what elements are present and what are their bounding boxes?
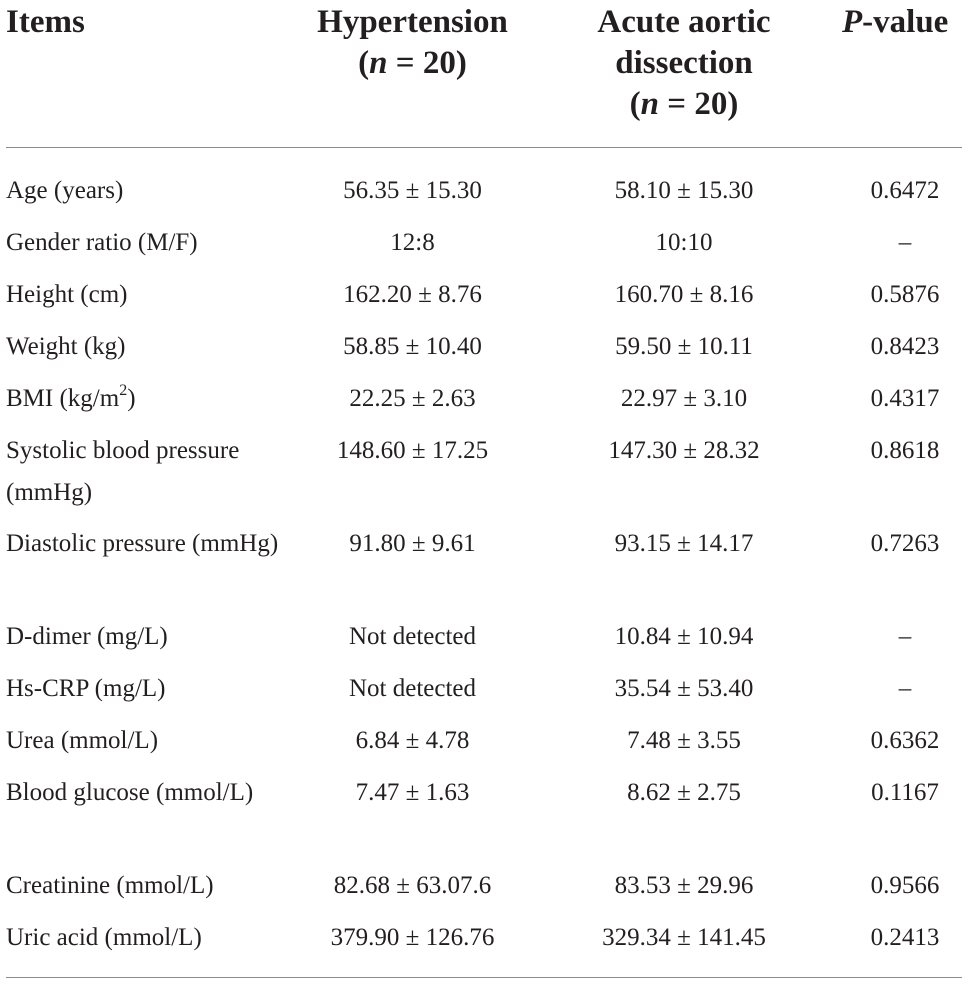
header-p-value [842,2,948,43]
row-label: Diastolic pressure (mmHg) [6,530,279,557]
hypertension-value: 56.35 ± 15.30 [343,177,482,204]
table-row [0,219,968,271]
hypertension-value: Not detected [348,623,477,650]
row-label: D-dimer (mg/L) [6,623,168,650]
row-label: Urea (mmol/L) [6,727,159,754]
p-value: 0.6472 [870,177,940,204]
hypertension-value: 148.60 ± 17.25 [336,437,489,464]
table-row [0,665,968,717]
p-value: 0.6362 [870,727,940,754]
table-row [0,717,968,769]
footer-rule [6,977,962,978]
header-hypertension-n-rest: = 20) [387,45,467,81]
header-items-label: Items [6,4,85,40]
hypertension-value: 22.25 ± 2.63 [349,385,476,412]
p-value: 0.9566 [870,872,940,899]
hypertension-value: Not detected [348,675,477,702]
table-row [0,323,968,375]
p-value: 0.4317 [870,385,940,412]
p-value: 0.5876 [870,281,940,308]
row-label: Age (years) [6,177,124,204]
row-label: Uric acid (mmol/L) [6,924,202,951]
hypertension-value: 91.80 ± 9.61 [349,530,476,557]
hypertension-value: 82.68 ± 63.07.6 [333,872,492,899]
row-label: Systolic blood pressure (mmHg) [6,437,240,506]
header-hypertension [300,2,525,84]
header-hypertension-n: (n = 20) [358,45,467,81]
header-rule [6,147,962,148]
aad-value: 10:10 [655,229,713,256]
p-value: – [898,229,912,256]
header-hypertension-n-var: n [369,45,388,81]
header-items [6,2,85,43]
aad-value: 329.34 ± 141.45 [602,924,766,951]
header-p-rest: -value [862,4,949,40]
aad-value: 10.84 ± 10.94 [614,623,754,650]
p-value: 0.7263 [870,530,940,557]
table-row [0,769,968,862]
header-p-var: P [842,4,863,40]
p-value: 0.1167 [871,779,939,806]
aad-value: 8.62 ± 2.75 [627,779,741,806]
row-label: Weight (kg) [6,333,126,360]
row-label: Height (cm) [6,281,128,308]
row-label-close: ) [127,385,136,412]
header-aad-n-rest: = 20) [659,86,739,122]
aad-value: 35.54 ± 53.40 [614,675,754,702]
hypertension-value: 12:8 [390,229,435,256]
table-row [0,375,968,427]
row-label [6,378,291,420]
aad-value: 93.15 ± 14.17 [614,530,754,557]
table-body [0,167,968,966]
hypertension-value: 379.90 ± 126.76 [330,924,495,951]
table-row [0,914,968,966]
aad-value: 22.97 ± 3.10 [620,385,748,412]
table-row [0,427,968,520]
aad-value: 160.70 ± 8.16 [614,281,754,308]
hypertension-value: 7.47 ± 1.63 [355,779,470,806]
hypertension-value: 58.85 ± 10.40 [343,333,482,360]
table-row [0,167,968,219]
row-label-text: BMI (kg/m [6,385,120,412]
p-value: 0.8423 [870,333,940,360]
table-row [0,520,968,613]
p-value: 0.2413 [870,924,940,951]
aad-value: 59.50 ± 10.11 [615,333,753,360]
row-label-superscript: 2 [119,381,128,399]
aad-value: 83.53 ± 29.96 [614,872,754,899]
header-aad-line1: Acute aortic [597,4,771,40]
row-label: Hs-CRP (mg/L) [6,675,166,702]
table-row [0,862,968,914]
row-label: Creatinine (mmol/L) [6,872,214,899]
header-aad-line2: dissection [615,45,753,81]
table-header [0,0,968,147]
row-label: Gender ratio (M/F) [6,229,198,256]
row-label: Blood glucose (mmol/L) [6,779,254,806]
header-acute-aortic-dissection [574,2,794,125]
p-value: 0.8618 [870,437,940,464]
header-hypertension-label: Hypertension [317,4,508,40]
table-row [0,271,968,323]
aad-value: 58.10 ± 15.30 [614,177,754,204]
p-value: – [898,675,912,702]
hypertension-value: 162.20 ± 8.76 [343,281,482,308]
aad-value: 147.30 ± 28.32 [608,437,760,464]
hypertension-value: 6.84 ± 4.78 [355,727,470,754]
aad-value: 7.48 ± 3.55 [627,727,741,754]
header-aad-n: (n = 20) [629,86,739,122]
table-row [0,613,968,665]
header-aad-n-var: n [640,86,660,122]
p-value: – [898,623,912,650]
